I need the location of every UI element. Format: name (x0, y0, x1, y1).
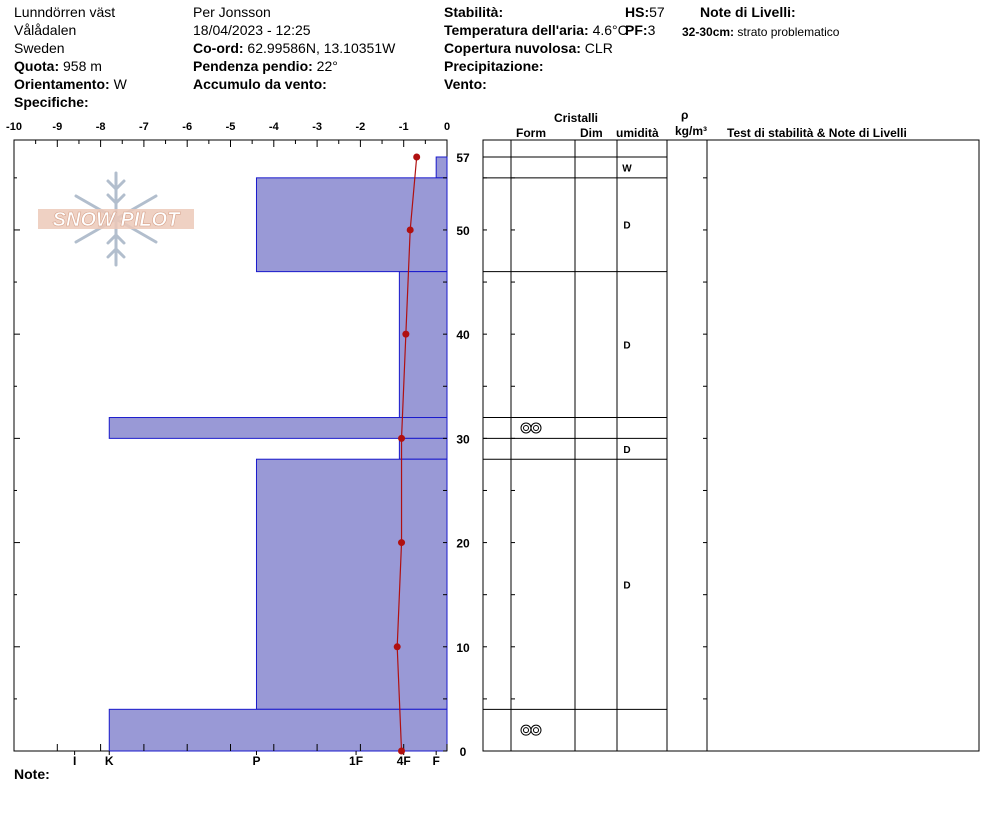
elevation-value: 958 m (59, 58, 102, 74)
temp-point (398, 539, 405, 546)
logo-text: SNOW PILOT (52, 209, 180, 231)
region: Vålådalen (14, 22, 77, 38)
density-unit-header: kg/m³ (675, 124, 708, 138)
pf-label: PF: (625, 22, 648, 38)
height-tick-label: 0 (459, 745, 467, 759)
pf-value: 3 (647, 22, 656, 38)
temp-tick-label: -3 (312, 121, 322, 133)
hardness-label: 4F (396, 754, 411, 768)
wind-label: Vento: (444, 76, 487, 92)
temp-point (394, 643, 401, 650)
aspect-value: W (109, 76, 127, 92)
temp-point (402, 331, 409, 338)
temp-tick-label: -2 (355, 121, 366, 133)
tests-header: Test di stabilità & Note di Livelli (727, 126, 907, 140)
humidity-header: umidità (616, 126, 659, 140)
temp-point (407, 226, 414, 233)
form-header: Form (516, 126, 546, 140)
height-tick-label: 50 (456, 223, 470, 238)
layer-humidity: D (623, 444, 631, 456)
crystal-inner-left (524, 728, 529, 733)
crystal-outer-right (531, 725, 541, 735)
layer-table (483, 140, 979, 751)
temp-tick-label: -10 (6, 121, 22, 133)
airtemp-value: 4.6°C (588, 22, 628, 38)
layer-humidity: D (623, 580, 631, 592)
layer-bar (399, 438, 447, 459)
slope-label: Pendenza pendio: (193, 58, 313, 74)
snowpilot-logo (38, 173, 194, 265)
note-label: Note: (14, 766, 50, 782)
layer-bar (436, 157, 447, 178)
airtemp-label: Temperatura dell'aria: (444, 22, 589, 38)
hardness-label: I (72, 754, 77, 768)
coord-label: Co-ord: (193, 40, 244, 56)
height-tick-label: 30 (456, 432, 470, 447)
temp-point (413, 154, 420, 161)
datetime: 18/04/2023 - 12:25 (193, 22, 311, 38)
hardness-axis (73, 751, 440, 768)
height-tick-label: 20 (456, 536, 470, 551)
rounding-faceted-icon (521, 423, 541, 433)
rounding-faceted-icon (521, 725, 541, 735)
hardness-label: F (432, 754, 440, 768)
observer: Per Jonsson (193, 4, 271, 20)
crystals-header: Cristalli (554, 111, 599, 125)
layer-humidity: D (623, 340, 631, 352)
aspect-label: Orientamento: (14, 76, 110, 92)
temp-tick-label: -9 (52, 121, 63, 133)
layer-note-range: 32-30cm: (682, 25, 735, 39)
slope-value: 22° (312, 58, 338, 74)
crystal-inner-right (534, 728, 539, 733)
stability-label: Stabilità: (444, 4, 504, 20)
layer-notes-title: Note di Livelli: (700, 4, 796, 20)
elevation-label: Quota: (14, 58, 60, 74)
hardness-layers (109, 157, 447, 751)
layer-table-columns (483, 140, 707, 751)
crystal-inner-right (534, 425, 539, 430)
temp-tick-label: -8 (95, 121, 106, 133)
height-tick-label: 57 (456, 151, 470, 165)
location: Lunndörren väst (14, 4, 116, 20)
temp-tick-label: -7 (139, 121, 149, 133)
hardness-label: 1F (349, 754, 364, 768)
crystal-outer-right (531, 423, 541, 433)
temp-tick-label: 0 (443, 121, 451, 133)
layer-humidity: W (622, 163, 632, 175)
coord-value: 62.99586N, 13.10351W (243, 40, 396, 56)
precip-label: Precipitazione: (444, 58, 544, 74)
hardness-label: P (252, 754, 261, 768)
temp-tick-label: -4 (268, 121, 279, 133)
crystal-outer-left (521, 423, 531, 433)
crystal-outer-left (521, 725, 531, 735)
hs-value: 57 (649, 4, 665, 20)
temp-tick-label: -6 (182, 121, 193, 133)
layer-bar (109, 709, 447, 751)
layer-humidity: D (623, 220, 631, 232)
temp-tick-label: -5 (225, 121, 236, 133)
hardness-label: K (104, 754, 114, 768)
country: Sweden (14, 40, 65, 56)
crystal-inner-left (524, 425, 529, 430)
cloud-label: Copertura nuvolosa: (444, 40, 581, 56)
layer-bar (399, 272, 447, 418)
temp-point (398, 748, 405, 755)
specifics-label: Specifiche: (14, 94, 89, 110)
layer-bar (109, 418, 447, 439)
hs-label: HS: (625, 4, 650, 20)
size-header: Dim (580, 126, 603, 140)
windload-label: Accumulo da vento: (193, 76, 327, 92)
height-tick-label: 40 (456, 328, 470, 343)
rho-header: ρ (681, 108, 689, 122)
temp-tick-label: -1 (398, 121, 409, 133)
layer-bar (256, 459, 447, 709)
height-tick-label: 10 (456, 640, 470, 655)
temp-point (398, 435, 405, 442)
layer-note-text: strato problematico (734, 25, 840, 39)
layer-bar (256, 178, 447, 272)
cloud-value: CLR (580, 40, 613, 56)
